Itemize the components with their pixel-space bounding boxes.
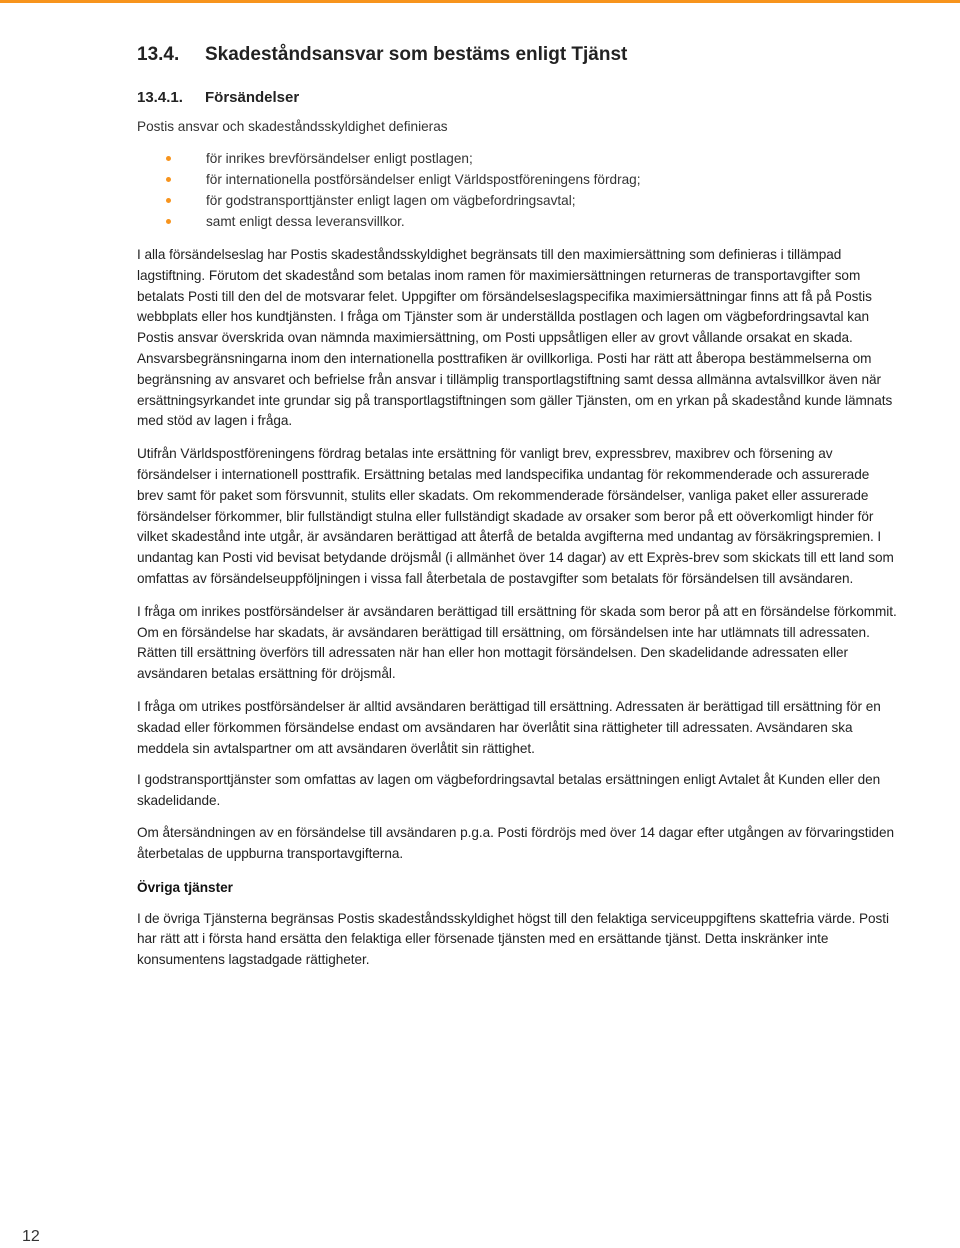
paragraph-liability-limits: I alla försändelseslag har Postis skadeståndsskyldighet begränsats till den maximiersättning som definieras i tillämpad lagstiftning. Förutom det skadestånd som betalas inom ramen för maximiersättningen returneras de transportavgifter som betalats Posti till den del de motsvarar felet. Uppgifter om försändelseslagspecifika maximiersättningar finns att få på Postis webbplats eller hos kundtjänsten. I fråga om Tjänster som är underställda postlagen och lagen om vägbefordringsavtal kan Postis ansvar överskrida ovan nämnda maximiersättning, om Posti uppsåtligen eller av grovt vållande orsakat en skada. Ansvarsbegränsningarna inom den internationella posttrafiken är ovillkorliga. Posti har rätt att åberopa bestämmelserna om begränsning av ansvaret och befrielse från ansvar i tillämplig transportlagstiftning samt dessa allmänna avtalsvillkor även när ersättningsyrkandet inte grundar sig på transportlagstiftningen som gäller Tjänsten, om en yrkan på skadestånd kunde lämnats med stöd av lagen i fråga.: [137, 247, 893, 429]
list-item: för godstransporttjänster enligt lagen om vägbefordringsavtal;: [137, 190, 897, 211]
subsection-heading: [137, 84, 897, 112]
subsection-title: Försändelser: [205, 89, 300, 106]
subsection-number: 13.4.1.: [137, 89, 183, 106]
top-accent-rule: [0, 0, 960, 3]
paragraph-domestic: I fråga om inrikes postförsändelser är avsändaren berättigad till ersättning för skada som beror på att en försändelse förkommit. Om en försändelse har skadats, är avsändaren berättigad till ersättning, om försändelsen inte har utlämnats till adressaten. Rätten till ersättning överförs till adressaten när han eller hon mottagit försändelsen. Den skadelidande adressaten eller avsändaren betalas ersättning för dröjsmål.: [137, 603, 897, 682]
section-heading: [137, 38, 897, 72]
paragraph-goods-transport: I godstransporttjänster som omfattas av lagen om vägbefordringsavtal betalas ersättningen enligt Avtalet åt Kunden eller den skadelidande.: [137, 772, 881, 809]
other-services-heading: Övriga tjänster: [137, 879, 233, 895]
bullet-list: [137, 148, 897, 232]
paragraph-return-delay: Om återsändningen av en försändelse till avsändaren p.g.a. Posti fördröjs med över 14 dagar efter utgången av förvaringstiden återbetalas de uppburna transportavgifterna.: [137, 824, 894, 861]
paragraph-international: Utifrån Världspostföreningens fördrag betalas inte ersättning för vanligt brev, expressbrev, maxibrev och försening av försändelser i internationell posttrafik. Ersättning betalas med landspecifika undantag för rekommenderade och assurerade brev samt för paket som försvunnit, stulits eller skadats. Om rekommenderade försändelser, vanliga paket eller assurerade försändelser förkommer, blir fullständigt stulna eller fullständigt skadade av orsaker som beror på ett oöverkomligt hinder för vilket skadestånd inte utgår, är avsändaren berättigad att återfå de betalda avgifterna med undantag av försäkringspremien. I undantag kan Posti vid bevisat betydande dröjsmål (i allmänhet över 14 dagar) av ett Exprès-brev som skickats till ett land som omfattas av försändelseuppföljningen i vissa fall återbetala de postavgifter som betalats för försändelsen till avsändaren.: [137, 446, 894, 586]
page-content: [137, 38, 897, 971]
section-number: 13.4.: [137, 44, 180, 65]
list-item: samt enligt dessa leveransvillkor.: [137, 211, 897, 232]
paragraph-foreign: I fråga om utrikes postförsändelser är alltid avsändaren berättigad till ersättning. Adressaten är berättigad till ersättning för en skadad eller förkommen försändelse endast om avsändaren har överlåtit sina rättigheter till adressaten. Avsändaren ska meddela sin avtalspartner om att avsändaren överlåtit sin rättighet.: [137, 698, 881, 756]
list-item: för inrikes brevförsändelser enligt postlagen;: [137, 148, 897, 169]
lead-sentence: Postis ansvar och skadeståndsskyldighet definieras: [137, 119, 448, 134]
section-title: Skadeståndsansvar som bestäms enligt Tjänst: [205, 44, 628, 65]
paragraph-other-services: I de övriga Tjänsterna begränsas Postis skadeståndsskyldighet högst till den felaktiga serviceuppgiftens skattefria värde. Posti har rätt att i första hand ersätta den felaktiga eller försenade tjänsten med en ersättande tjänst. Detta inskränker inte konsumentens lagstadgade rättigheter.: [137, 910, 889, 968]
list-item: för internationella postförsändelser enligt Världspostföreningens fördrag;: [137, 169, 897, 190]
page-number: 12: [22, 1228, 40, 1245]
